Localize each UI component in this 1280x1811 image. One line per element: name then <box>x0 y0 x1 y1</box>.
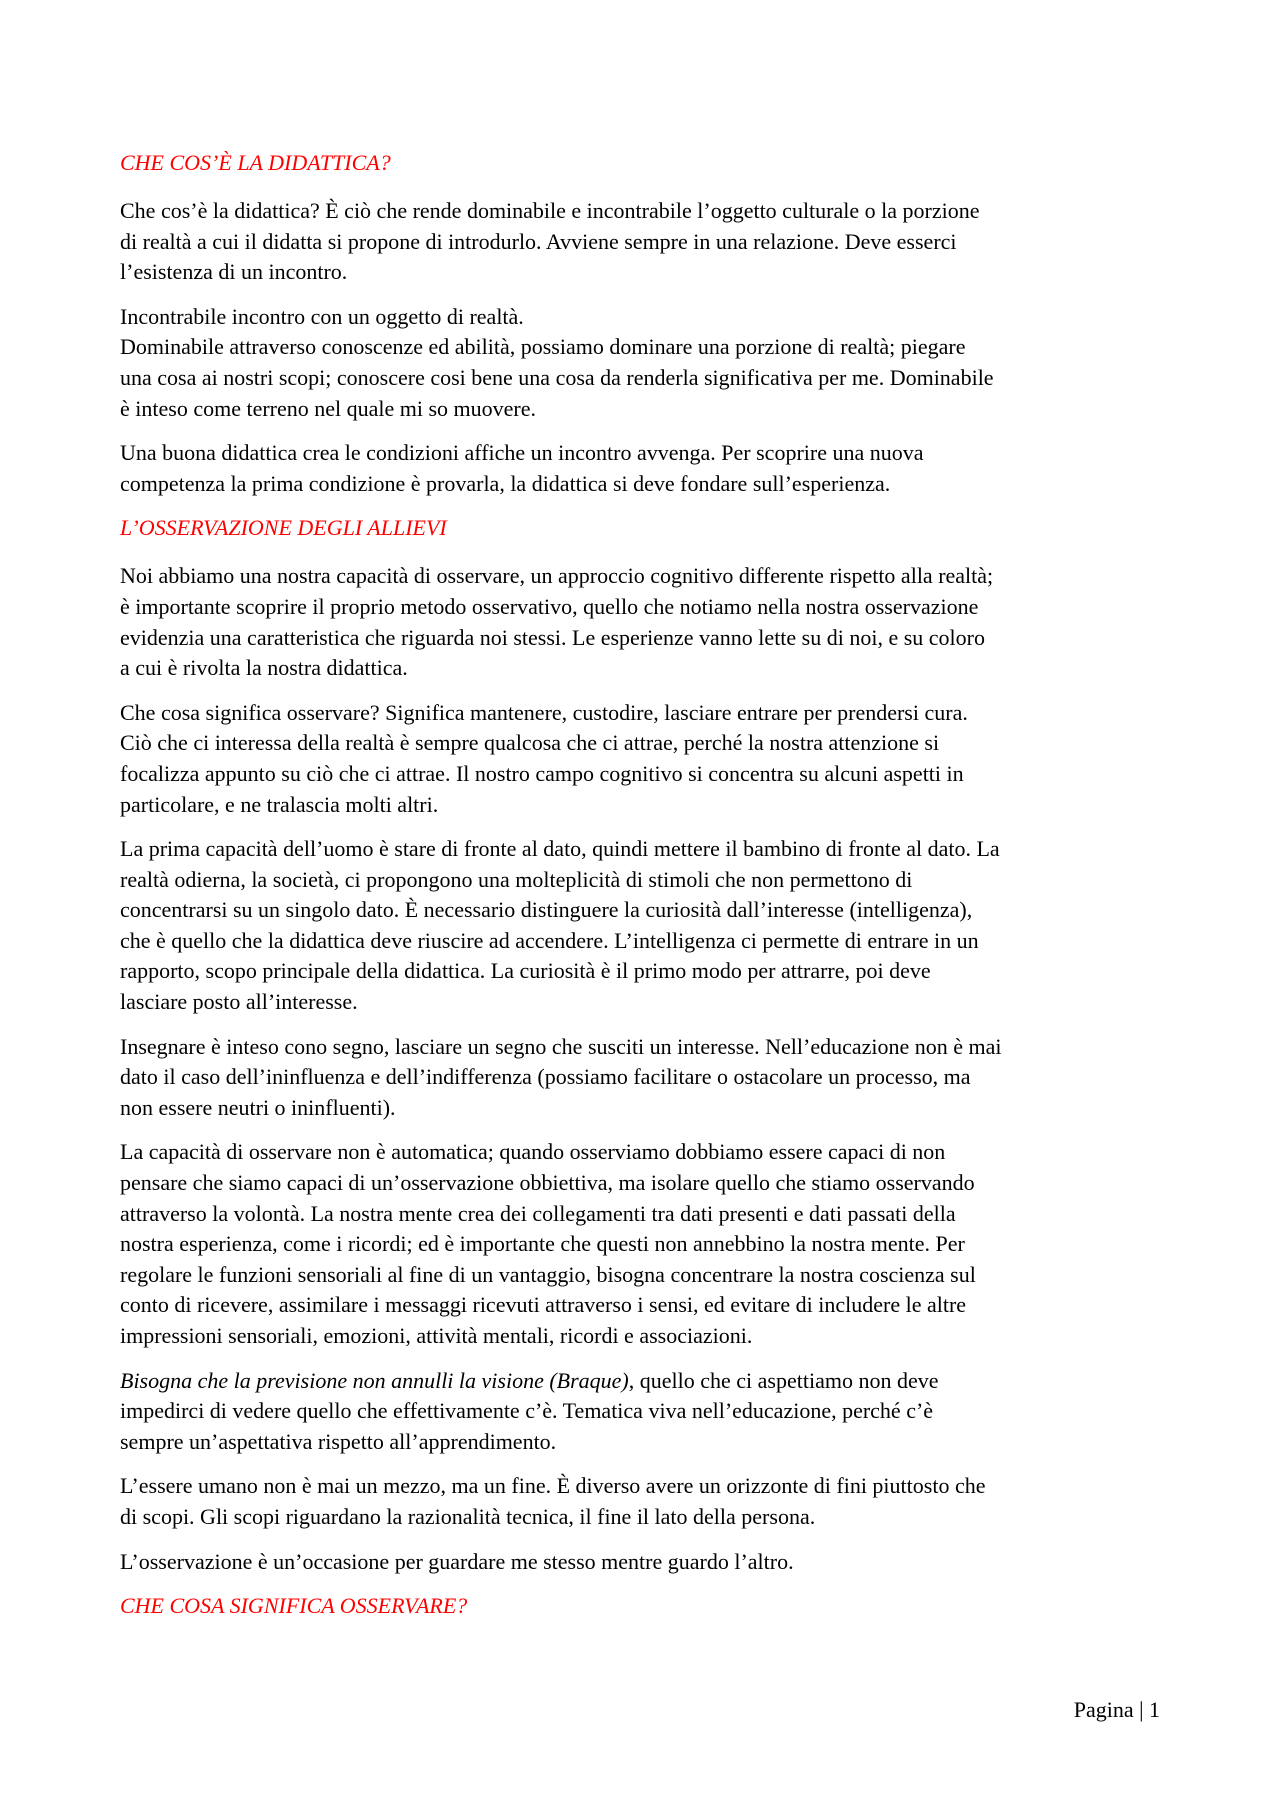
text-line: evidenzia una caratteristica che riguarda noi stessi. Le esperienze vanno lette su di noi, e su coloro <box>120 624 985 650</box>
text-line: che è quello che la didattica deve riuscire ad accendere. L’intelligenza ci permette di entrare in un <box>120 927 979 953</box>
text-line: La prima capacità dell’uomo è stare di fronte al dato, quindi mettere il bambino di fronte al dato. La <box>120 836 1000 862</box>
text-line: L’essere umano non è mai un mezzo, ma un fine. È diverso avere un orizzonte di fini piuttosto che <box>120 1473 986 1499</box>
text-line: nostra esperienza, come i ricordi; ed è importante che questi non annebbino la nostra mente. Per <box>120 1231 965 1257</box>
text-line: attraverso la volontà. La nostra mente crea dei collegamenti tra dati presenti e dati passati della <box>120 1200 956 1226</box>
text-line: conto di ricevere, assimilare i messaggi ricevuti attraverso i sensi, ed evitare di includere le altre <box>120 1292 967 1318</box>
paragraph <box>120 438 1165 499</box>
paragraph <box>120 834 1165 1018</box>
text-line: competenza la prima condizione è provarla, la didattica si deve fondare sull’esperienza. <box>120 470 891 496</box>
paragraph <box>120 302 1165 424</box>
text-line: Che cos’è la didattica? È ciò che rende dominabile e incontrabile l’oggetto culturale o la porzione <box>120 198 980 223</box>
section-heading: CHE COS’È LA DIDATTICA? <box>120 150 391 175</box>
text-line: Dominabile attraverso conoscenze ed abilità, possiamo dominare una porzione di realtà; piegare <box>120 334 966 360</box>
text-line: lasciare posto all’interesse. <box>120 989 358 1015</box>
paragraph <box>120 561 1165 683</box>
paragraph <box>120 1032 1165 1124</box>
text-line: regolare le funzioni sensoriali al fine di un vantaggio, bisogna concentrare la nostra coscienza sul <box>120 1261 976 1287</box>
quote-continuation: , quello che ci aspettiamo non deve <box>628 1367 939 1393</box>
paragraph <box>120 196 1165 288</box>
text-line: focalizza appunto su ciò che ci attrae. Il nostro campo cognitivo si concentra su alcuni aspetti in <box>120 760 964 786</box>
text-line: Ciò che ci interessa della realtà è sempre qualcosa che ci attrae, perché la nostra attenzione si <box>120 730 940 756</box>
text-line: di scopi. Gli scopi riguardano la razionalità tecnica, il fine il lato della persona. <box>120 1503 816 1529</box>
text-line: Incontrabile incontro con un oggetto di realtà. <box>120 303 524 329</box>
text-line: a cui è rivolta la nostra didattica. <box>120 655 408 681</box>
text-line: impedirci di vedere quello che effettivamente c’è. Tematica viva nell’educazione, perché c’è <box>120 1398 934 1424</box>
section-heading: CHE COSA SIGNIFICA OSSERVARE? <box>120 1593 468 1619</box>
paragraph <box>120 1366 1165 1458</box>
page-number: Pagina | 1 <box>1073 1697 1160 1722</box>
quote-italic: Bisogna che la previsione non annulli la visione (Braque) <box>120 1367 629 1393</box>
paragraph <box>120 1471 1165 1532</box>
text-line: Una buona didattica crea le condizioni affiche un incontro avvenga. Per scoprire una nuova <box>120 440 924 466</box>
text-line: Noi abbiamo una nostra capacità di osservare, un approccio cognitivo differente rispetto alla realtà; <box>120 563 994 589</box>
text-line <box>120 1366 1165 1397</box>
paragraph <box>120 1137 1165 1351</box>
text-line: pensare che siamo capaci di un’osservazione obbiettiva, ma isolare quello che stiamo osservando <box>120 1170 975 1196</box>
text-line: è inteso come terreno nel quale mi so muovere. <box>120 395 537 421</box>
text-line: particolare, e ne tralascia molti altri. <box>120 791 439 817</box>
text-line: non essere neutri o ininfluenti). <box>120 1094 396 1120</box>
text-line: La capacità di osservare non è automatica; quando osserviamo dobbiamo essere capaci di non <box>120 1139 946 1165</box>
paragraph <box>120 698 1165 820</box>
text-line: l’esistenza di un incontro. <box>120 259 348 285</box>
section-heading: L’OSSERVAZIONE DEGLI ALLIEVI <box>120 515 447 541</box>
text-line: Che cosa significa osservare? Significa mantenere, custodire, lasciare entrare per prendersi cura. <box>120 699 968 725</box>
paragraph <box>120 1547 1165 1578</box>
text-line: rapporto, scopo principale della didattica. La curiosità è il primo modo per attrarre, poi deve <box>120 958 931 984</box>
text-line: concentrarsi su un singolo dato. È necessario distinguere la curiosità dall’interesse (intelligenza), <box>120 897 973 923</box>
text-line: sempre un’aspettativa rispetto all’apprendimento. <box>120 1428 557 1454</box>
text-line: dato il caso dell’ininfluenza e dell’indifferenza (possiamo facilitare o ostacolare un processo, ma <box>120 1064 971 1090</box>
text-line: realtà odierna, la società, ci propongono una molteplicità di stimoli che non permettono di <box>120 866 913 892</box>
text-line: è importante scoprire il proprio metodo osservativo, quello che notiamo nella nostra osservazione <box>120 593 979 619</box>
text-line: una cosa ai nostri scopi; conoscere cosi bene una cosa da renderla significativa per me. Dominabile <box>120 364 994 390</box>
text-line: di realtà a cui il didatta si propone di introdurlo. Avviene sempre in una relazione. Deve esserci <box>120 228 957 254</box>
text-line: L’osservazione è un’occasione per guardare me stesso mentre guardo l’altro. <box>120 1548 794 1574</box>
document-page <box>120 148 1165 1639</box>
text-line: impressioni sensoriali, emozioni, attività mentali, ricordi e associazioni. <box>120 1323 753 1348</box>
text-line: Insegnare è inteso cono segno, lasciare un segno che susciti un interesse. Nell’educazione non è mai <box>120 1033 1002 1059</box>
